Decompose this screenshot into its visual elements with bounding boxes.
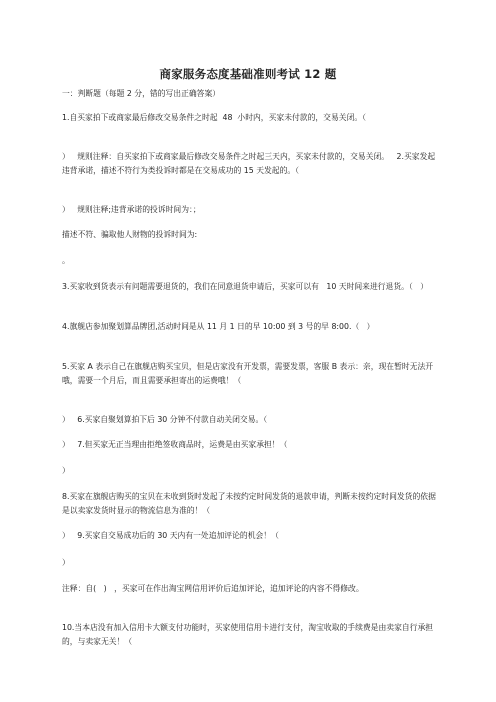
section-heading: 一：判断题（每题 2 分，错的写出正确答案） [62, 89, 221, 98]
question-paragraph: 3.买家收到货表示有问题需要退货的，我们在同意退货申请后，买家可以有 10 天时间来进行退货。（ ） [62, 282, 429, 291]
question-paragraph: ） 6.买家自聚划算拍下后 30 分钟不付款自动关闭交易。（ [62, 415, 268, 424]
question-paragraph: ） 规则注释;违背承诺的投诉时间为：； [62, 205, 201, 214]
question-paragraph: 4.旗舰店参加聚划算品牌团,活动时间是从 11 月 1 日的早 10:00 到 3 号的早 8:00.（ ） [62, 322, 375, 331]
question-paragraph: 1.自买家拍下或商家最后修改交易条件之时起 48 小时内，买家未付款的，交易关闭。（ [62, 113, 367, 122]
question-paragraph: ） [62, 558, 70, 567]
question-paragraph: ） 规则注释：自买家拍下或商家最后修改交易条件之时起三天内，买家未付款的，交易关闭。 2.买家发起违背承诺，描述不符行为类投诉时都是在交易成功的 15 天发起的。（ [62, 152, 436, 175]
question-paragraph: 描述不符、骗取他人财物的投诉时间为: [62, 230, 198, 239]
question-paragraph: 5.买家 A 表示自己在旗舰店购买宝贝，但是店家没有开发票，需要发票，客服 B 表示：亲，现在暂时无法开哦，需要一个月后，而且需要承担寄出的运费哦！（ [62, 362, 434, 385]
question-paragraph: 注释：自( ) ，买家可在作出淘宝网信用评价后追加评论，追加评论的内容不得修改。 [62, 584, 364, 593]
question-paragraph: ） 9.买家自交易成功后的 30 天内有一处追加评论的机会！（ [62, 531, 279, 540]
question-paragraph: ） 7.但买家无正当理由拒绝签收商品时，运费是由买家承担！（ [62, 440, 288, 449]
question-paragraph: ） [62, 466, 70, 475]
document-title: 商家服务态度基础准则考试 12 题 [159, 67, 337, 81]
question-paragraph: 。 [62, 256, 70, 265]
question-paragraph: 10.当本店没有加入信用卡大额支付功能时，买家使用信用卡进行支付，淘宝收取的手续费是由卖家自行承担的，与卖家无关！（ [62, 623, 434, 646]
question-paragraph: 8.买家在旗舰店购买的宝贝在未收到货时发起了未按约定时间发货的退款申请，判断未按约定时间发货的依据是以卖家发货时显示的物流信息为准的！（ [62, 492, 436, 515]
